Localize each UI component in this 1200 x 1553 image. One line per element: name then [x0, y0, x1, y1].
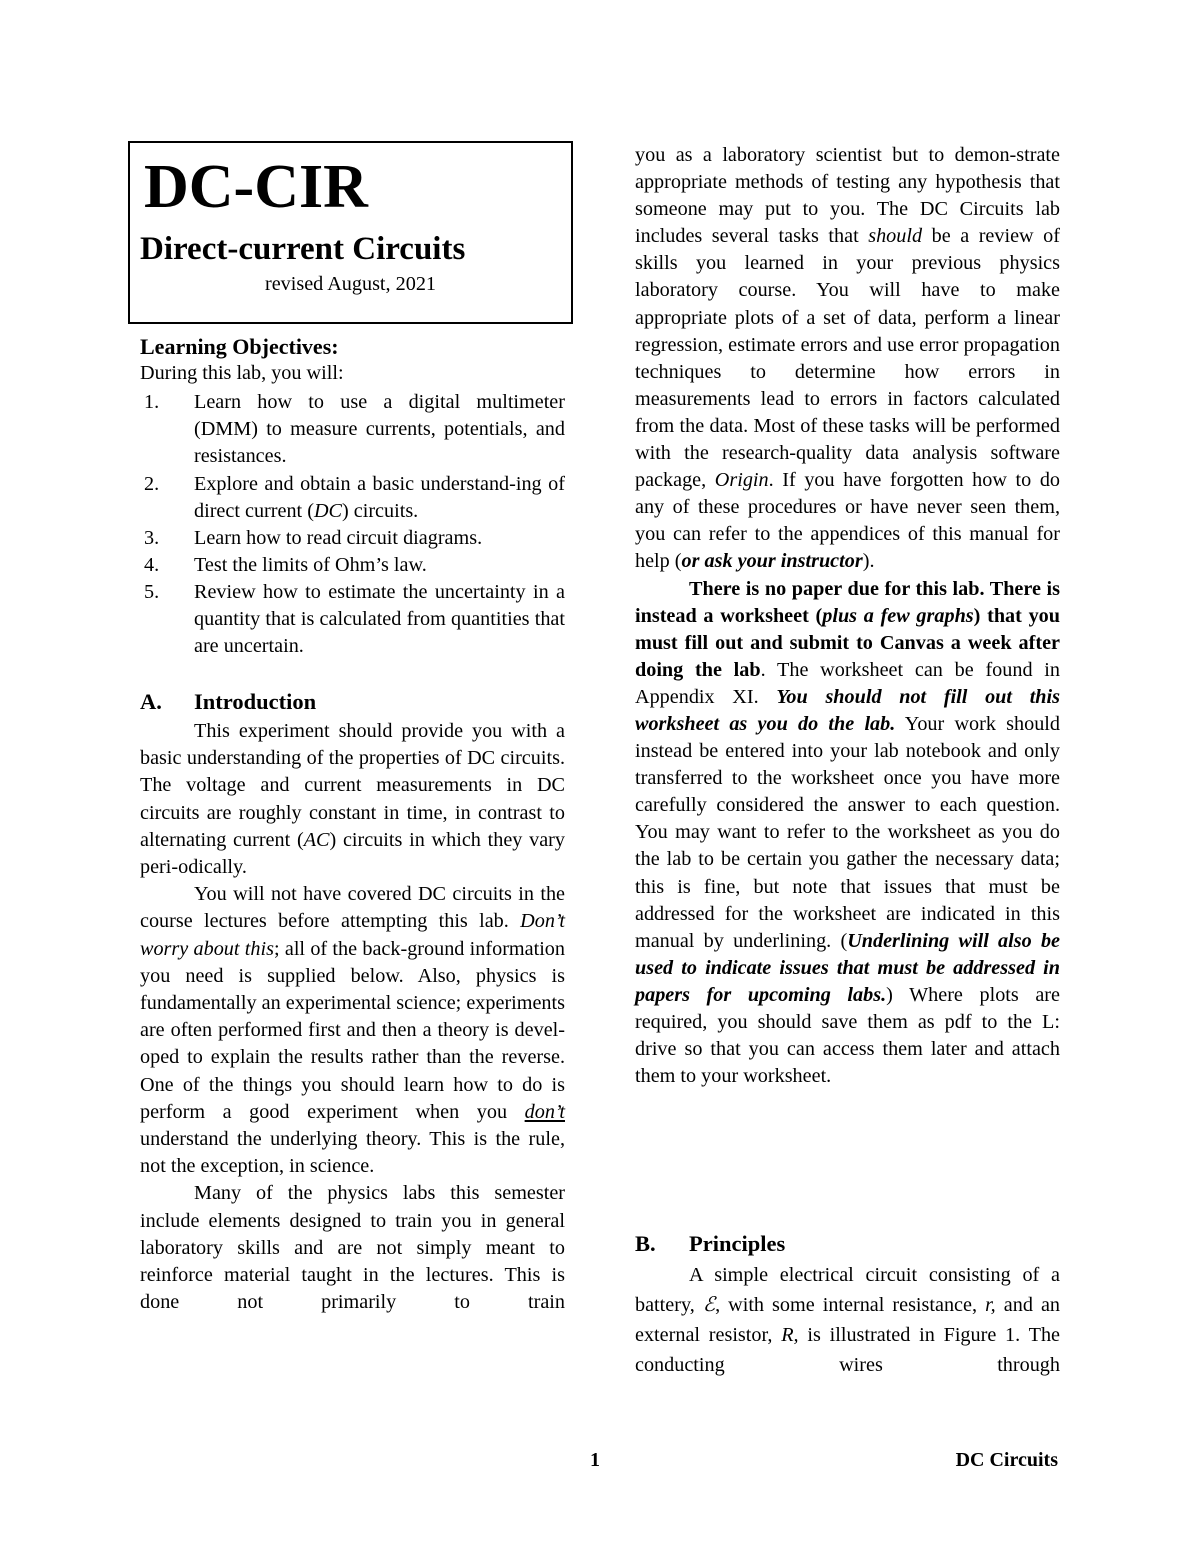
section-letter: B. — [635, 1231, 656, 1256]
objective-item — [140, 471, 565, 525]
objectives-heading: Learning Objectives: — [140, 334, 339, 359]
section-title: Principles — [689, 1231, 786, 1256]
revision-date: revised August, 2021 — [264, 273, 437, 295]
objective-number: 5. — [144, 581, 160, 603]
objective-item — [140, 579, 565, 661]
objective-text: Test the limits of Ohm’s law. — [194, 554, 427, 576]
page-number: 1 — [590, 1449, 600, 1471]
section-b-heading — [635, 1231, 785, 1257]
intro-paragraph-2: You will not have covered DC circuits in the course lectures before attempting this lab. Don’t worry about this; all of the back-ground information you need is supplied below. Also, physics is fundamentally an experimental science; experiments are often performed first and then a theory is devel-oped to explain the results rather than the reverse. One of the things you should learn how to do is perform a good experiment when you don’t understand the underlying theory. This is the rule, not the exception, in science. — [140, 883, 565, 1178]
right-column-body — [635, 142, 1060, 1090]
lab-code: DC-CIR — [144, 153, 368, 221]
footer-title: DC Circuits — [955, 1449, 1058, 1471]
right-paragraph-2: There is no paper due for this lab. There is instead a worksheet (plus a few graphs) that you must fill out and submit to Canvas a week after doing the lab. The worksheet can be found in Appendix XI. You should not fill out this worksheet as you do the lab. Your work should instead be entered into your lab notebook and only transferred to the worksheet once you have more carefully considered the answer to each question. You may want to refer to the worksheet as you do the lab to be certain you gather the necessary data; this is fine, but note that issues that must be addressed for the worksheet are indicated in this manual by underlining. (Underlining will also be used to indicate issues that must be addressed in papers for upcoming labs.) Where plots are required, you should save them as pdf to the L: drive so that you can access them later and attach them to your worksheet. — [635, 577, 1061, 1088]
section-letter: A. — [140, 689, 162, 714]
objective-text: Review how to estimate the uncertainty in a quantity that is calculated from quantities that are uncertain. — [194, 581, 565, 658]
section-a-heading — [140, 689, 316, 715]
objectives-intro: During this lab, you will: — [140, 362, 344, 384]
intro-paragraph-3: Many of the physics labs this semester include elements designed to train you in general laboratory skills and are not simply meant to reinforce material taught in the lectures. This is done not primarily to train — [140, 1182, 565, 1314]
objective-number: 4. — [144, 554, 160, 576]
intro-paragraph-1: This experiment should provide you with a basic understanding of the properties of DC circuits. The voltage and current measurements in DC circuits are roughly constant in time, in contrast to alternating current (AC) circuits in which they vary peri-odically. — [140, 720, 565, 879]
lab-title: Direct-current Circuits — [140, 231, 466, 267]
objective-text: Learn how to read circuit diagrams. — [194, 527, 483, 549]
objective-item — [140, 552, 565, 579]
objective-number: 1. — [144, 391, 160, 413]
objective-item — [140, 389, 565, 471]
title-box — [128, 141, 573, 324]
objective-number: 3. — [144, 527, 160, 549]
objective-text: Explore and obtain a basic understand-ing of direct current (DC) circuits. — [194, 473, 565, 523]
objective-item — [140, 525, 565, 552]
introduction-body — [140, 718, 565, 1316]
principles-paragraph-1: A simple electrical circuit consisting of a battery, ℰ, with some internal resistance, r, and an external resistor, R, is illustrated in Figure 1. The conducting wires through — [635, 1264, 1060, 1376]
right-paragraph-1: you as a laboratory scientist but to demon-strate appropriate methods of testing any hypothesis that someone may put to you. The DC Circuits lab includes several tasks that should be a review of skills you learned in your previous physics laboratory course. You will have to make appropriate plots of a set of data, perform a linear regression, estimate errors and use error propagation techniques to determine how errors in measurements lead to errors in factors calculated from the data. Most of these tasks will be performed with the research-quality data analysis software package, Origin. If you have forgotten how to do any of these procedures or have never seen them, you can refer to the appendices of this manual for help (or ask your instructor). — [635, 144, 1061, 573]
principles-body — [635, 1260, 1060, 1380]
objective-number: 2. — [144, 473, 160, 495]
section-title: Introduction — [194, 689, 317, 714]
objective-text: Learn how to use a digital multimeter (DMM) to measure currents, potentials, and resistances. — [194, 391, 565, 468]
